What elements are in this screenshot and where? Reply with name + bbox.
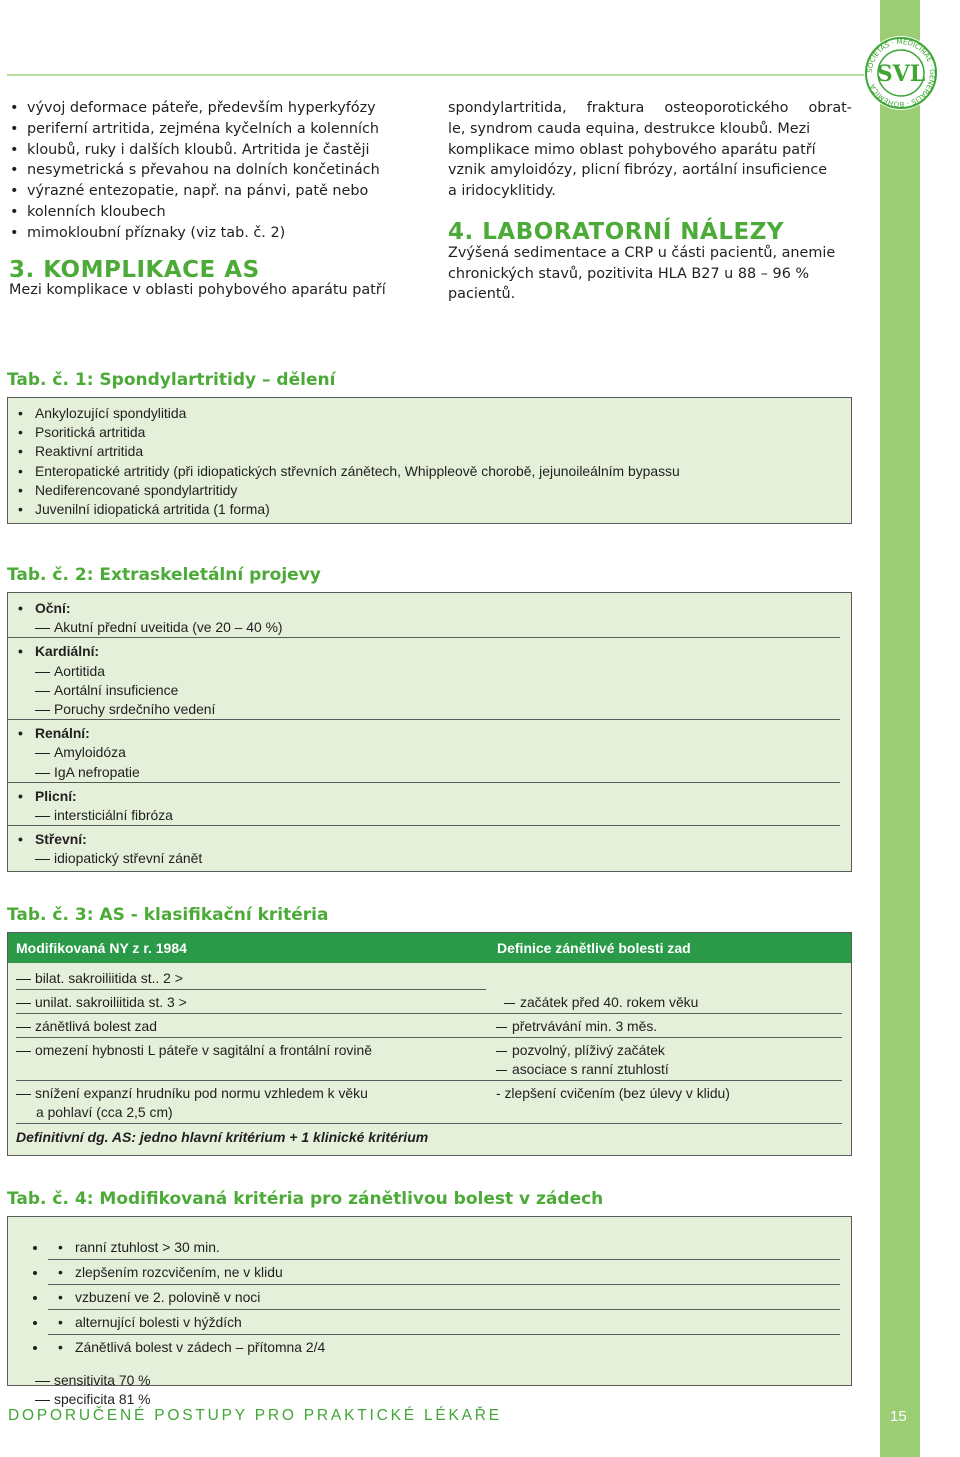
tab2-section-renalni	[8, 720, 840, 783]
tab3-cell-left: zánětlivá bolest zad	[35, 1018, 158, 1034]
tab2-section-kardialni	[8, 638, 840, 720]
tab1-box	[7, 397, 852, 524]
tab2-section-heading: • Oční:	[8, 599, 840, 618]
tab3-rule	[16, 989, 486, 990]
page-number: 15	[890, 1408, 907, 1425]
tab2-section-heading: • Plicní:	[8, 787, 840, 806]
tab2-item: intersticiální fibróza	[8, 806, 840, 825]
lab-line: chronických stavů, pozitivita HLA B27 u 88 – 96 %	[448, 265, 810, 282]
tab3-footer: Definitivní dg. AS: jedno hlavní kritérium + 1 klinické kritérium	[16, 1129, 429, 1145]
tab3-rule	[16, 1037, 842, 1038]
right-column	[448, 98, 852, 305]
tab3-cell-left: unilat. sakroiliitida st. 3 >	[35, 994, 187, 1010]
bullet-item: • mimokloubní příznaky (viz tab. č. 2)	[9, 223, 409, 244]
section-heading-komplikace: 3. KOMPLIKACE AS	[9, 256, 260, 283]
bullet-item: • periferní artritida, zejména kyčelních a kolenních	[9, 119, 409, 140]
tab2-item: Aortální insuficience	[8, 681, 840, 700]
para-line: le, syndrom cauda equina, destrukce kloubů. Mezi	[448, 120, 811, 137]
para-line: spondylartritida, fraktura osteoporotického obrat-	[448, 100, 852, 116]
bullet-continuation: • nesymetrická s převahou na dolních končetinách	[9, 160, 409, 181]
lab-line: pacientů.	[448, 286, 516, 303]
tab4-item: • • zlepšením rozcvičením, ne v klidu	[48, 1260, 840, 1285]
tab3-title: Tab. č. 3: AS - klasifikační kritéria	[7, 905, 329, 925]
tab3-header	[8, 933, 851, 963]
para-line: komplikace mimo oblast pohybového aparátu patří	[448, 141, 816, 158]
tab1-item: • Psoritická artritida	[8, 423, 851, 442]
tab3-cell-right: asociace s ranní ztuhlostí	[496, 1061, 669, 1077]
section-heading-laboratorni: 4. LABORATORNÍ NÁLEZY	[448, 218, 785, 245]
left-column	[9, 98, 409, 301]
tab2-item: Poruchy srdečního vedení	[8, 700, 840, 719]
tab2-item: Akutní přední uveitida (ve 20 – 40 %)	[8, 618, 840, 637]
tab3-rule	[16, 1080, 842, 1081]
tab1-title: Tab. č. 1: Spondylartritidy – dělení	[7, 370, 336, 390]
tab3-cell-left: bilat. sakroiliitida st.. 2 >	[35, 970, 183, 986]
tab4-item: • • alternující bolesti v hýždích	[48, 1310, 840, 1335]
tab3-rule	[16, 1013, 842, 1014]
society-logo	[862, 34, 940, 112]
tab4-box	[7, 1216, 852, 1408]
tab1-item: • Ankylozující spondylitida	[8, 404, 851, 423]
tab4-item: • • vzbuzení ve 2. polovině v noci	[48, 1285, 840, 1310]
tab2-item: Aortitida	[8, 662, 840, 681]
tab3-cell-right: pozvolný, plíživý začátek	[496, 1042, 665, 1058]
tab1-item: • Nediferencované spondylartritidy	[8, 481, 851, 500]
tab3-cell-right: začátek před 40. rokem věku	[504, 994, 698, 1010]
lab-line: Zvýšená sedimentace a CRP u části pacientů, anemie	[448, 244, 836, 261]
tab2-item: IgA nefropatie	[8, 763, 840, 782]
tab4-sub-item: specificita 81 %	[8, 1390, 851, 1410]
tab3-cell-left-cont: a pohlaví (cca 2,5 cm)	[36, 1104, 173, 1120]
para-line: vznik amyloidózy, plicní fibrózy, aortální insuficience	[448, 162, 828, 179]
komplikace-paragraph: Mezi komplikace v oblasti pohybového aparátu patří	[9, 282, 386, 299]
tab4-sub-item: sensitivita 70 %	[8, 1371, 851, 1391]
tab2-title: Tab. č. 2: Extraskeletální projevy	[7, 565, 321, 585]
tab2-section-strevni	[8, 826, 851, 868]
tab2-section-heading: • Kardiální:	[8, 642, 840, 661]
tab3-cell-right: - zlepšení cvičením (bez úlevy v klidu)	[496, 1085, 730, 1101]
tab4-item: • • ranní ztuhlost > 30 min.	[48, 1235, 840, 1260]
tab2-section-heading: • Střevní:	[8, 830, 851, 849]
tab1-item: • Juvenilní idiopatická artritida (1 forma)	[8, 500, 851, 519]
tab2-section-heading: • Renální:	[8, 724, 840, 743]
bullet-item: • výrazné entezopatie, např. na pánvi, patě nebo	[9, 181, 409, 202]
bullet-continuation: • kloubů, ruky i dalších kloubů. Artritida je častěji	[9, 140, 409, 161]
tab3-cell-left: omezení hybnosti L páteře v sagitální a frontální rovině	[35, 1042, 372, 1058]
footer-text: DOPORUČENÉ POSTUPY PRO PRAKTICKÉ LÉKAŘE	[8, 1407, 502, 1424]
tab3-rule	[16, 1123, 842, 1124]
bullet-item: • vývoj deformace páteře, především hyperkyfózy	[9, 98, 409, 119]
tab2-item: Amyloidóza	[8, 743, 840, 762]
logo-monogram: SVL	[876, 61, 926, 87]
tab1-item: • Enteropatické artritidy (při idiopatických střevních zánětech, Whippleově chorobě, jejunoileálním bypassu	[8, 462, 851, 481]
para-line: a iridocyklitidy.	[448, 183, 556, 200]
tab4-item: • • Zánětlivá bolest v zádech – přítomna 2/4	[48, 1338, 840, 1357]
tab2-item: idiopatický střevní zánět	[8, 849, 851, 868]
tab2-section-ocni	[8, 599, 840, 638]
tab1-item: • Reaktivní artritida	[8, 442, 851, 461]
tab3-header-left: Modifikovaná NY z r. 1984	[16, 940, 187, 956]
tab3-cell-right: přetrvávání min. 3 měs.	[496, 1018, 657, 1034]
tab2-section-plicni	[8, 783, 840, 826]
svg-text:SOCIETAS · MEDICINAE · GENERAL: SOCIETAS · MEDICINAE · GENERALIS · BOHEMICA	[865, 37, 937, 109]
tab3-box	[7, 932, 852, 1156]
bullet-continuation: • kolenních kloubech	[9, 202, 409, 223]
tab4-title: Tab. č. 4: Modifikovaná kritéria pro zánětlivou bolest v zádech	[7, 1189, 604, 1209]
tab2-box	[7, 592, 852, 872]
tab3-cell-left: snížení expanzí hrudníku pod normu vzhledem k věku	[35, 1085, 368, 1101]
side-green-bar	[880, 0, 920, 1457]
tab3-header-right: Definice zánětlivé bolesti zad	[497, 940, 691, 956]
top-rule	[7, 74, 880, 76]
